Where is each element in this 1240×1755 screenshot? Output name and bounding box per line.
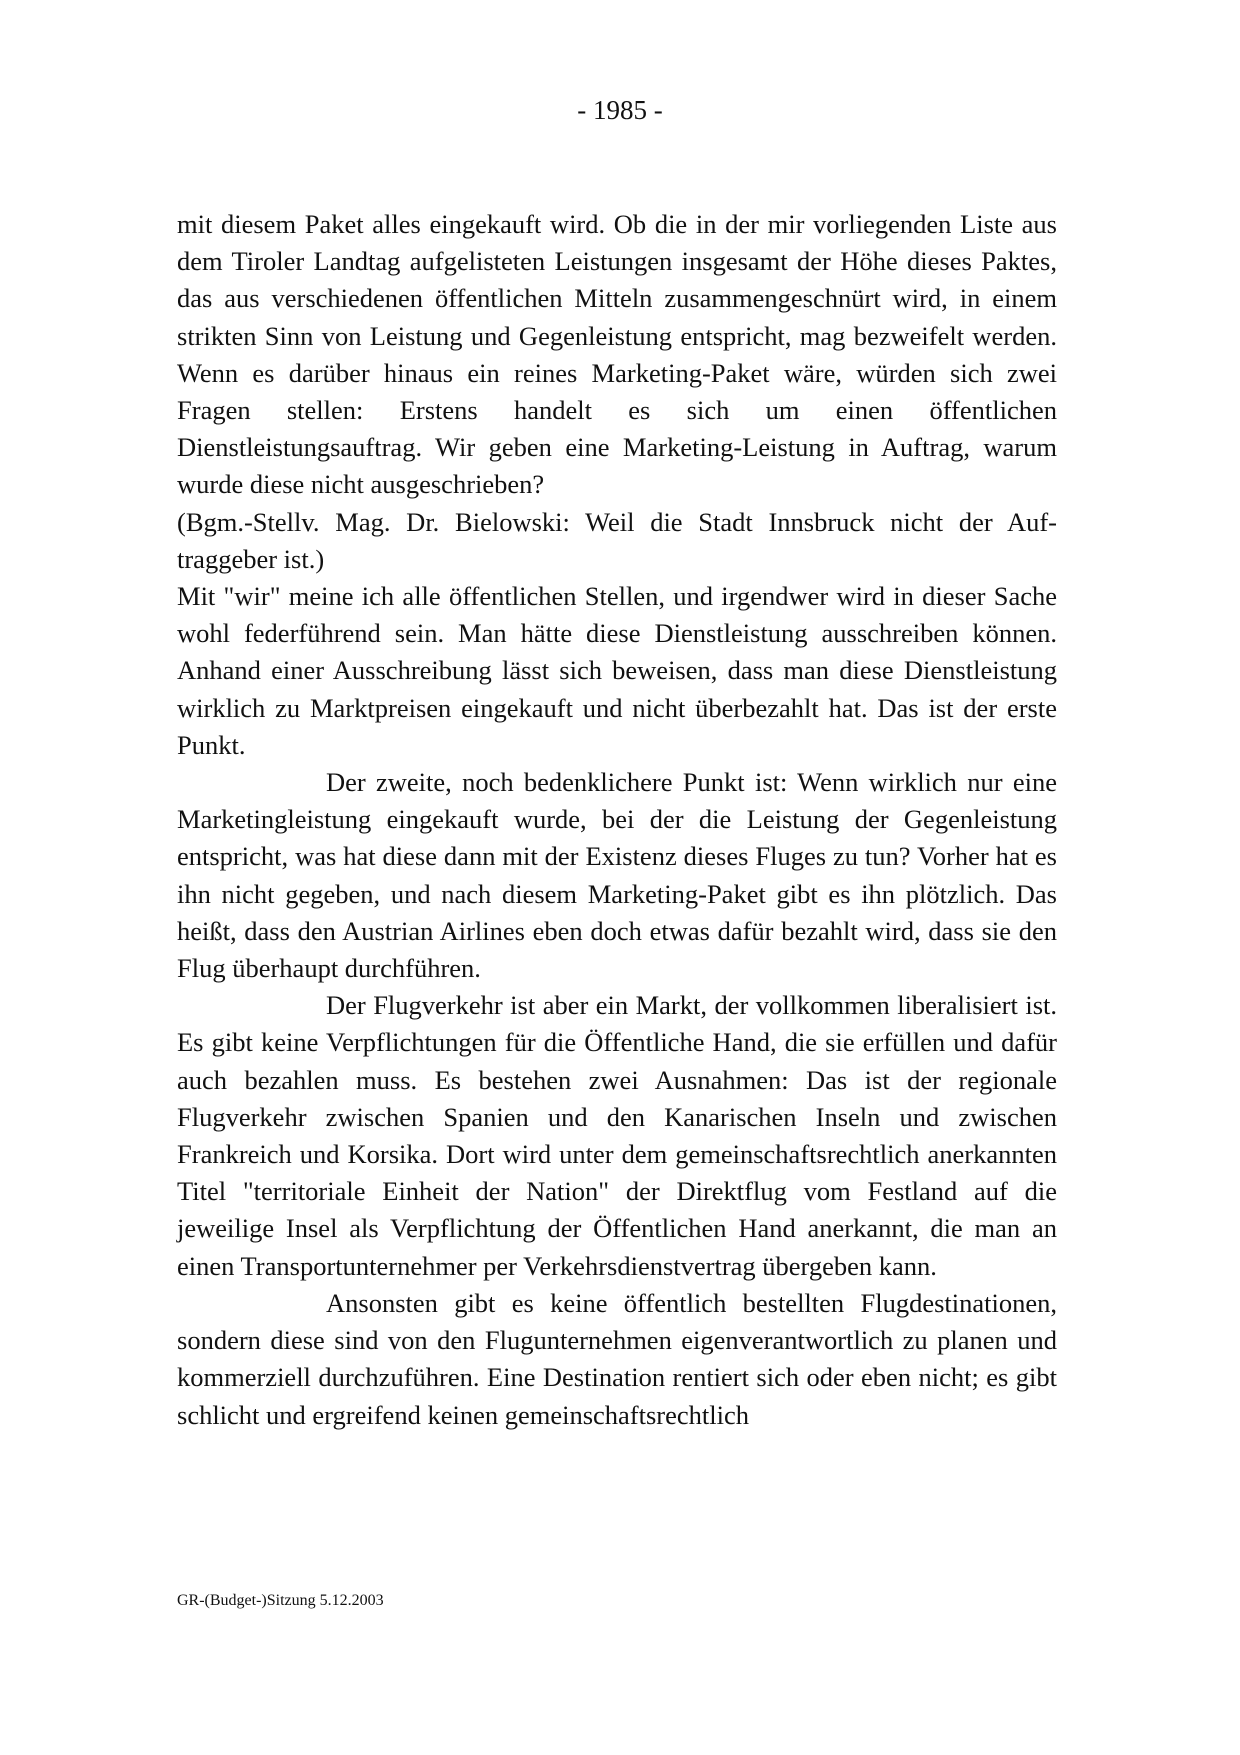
paragraph: Ansonsten gibt es keine öffentlich bestellten Flugdestinationen, sondern diese sind von den Flugunternehmen eigenverantwortlich zu planen und kommerziell durchzuführen. Eine Destination rentiert sich oder eben nicht; es gibt schlicht und ergreifend keinen gemeinschaftsrechtlich <box>177 1287 1057 1430</box>
paragraph-interjection: (Bgm.-Stellv. Mag. Dr. Bielowski: Weil die Stadt Innsbruck nicht der Auftraggeber ist.) <box>177 506 1057 574</box>
footer-session-label: GR-(Budget-)Sitzung 5.12.2003 <box>177 1592 384 1609</box>
paragraph: Der Flugverkehr ist aber ein Markt, der vollkommen liberalisiert ist. Es gibt keine Verpflichtungen für die Öffentliche Hand, die sie erfüllen und dafür auch bezahlen muss. Es bestehen zwei Ausnahmen: Das ist der regionale Flugverkehr zwischen Spanien und den Kanarischen Inseln und zwischen Frankreich und Korsika. Dort wird unter dem gemeinschaftsrechtlich anerkannten Titel "territoriale Einheit der Nation" der Direktflug vom Festland auf die jeweilige Insel als Verpflichtung der Öffentlichen Hand anerkannt, die man an einen Transportunternehmer per Verkehrsdienstvertrag übergeben kann. <box>177 990 1057 1281</box>
paragraph: Mit "wir" meine ich alle öffentlichen Stellen, und irgendwer wird in dieser Sache wohl federführend sein. Man hätte diese Dienstleistung ausschreiben können. Anhand einer Ausschreibung lässt sich beweisen, dass man diese Dienstleistung wirklich zu Marktpreisen eingekauft und nicht überbezahlt hat. Das ist der erste Punkt. <box>177 581 1057 760</box>
paragraph: Der zweite, noch bedenklichere Punkt ist: Wenn wirklich nur eine Marketingleistung eingekauft wurde, bei der die Leistung der Gegenleistung entspricht, was hat diese dann mit der Existenz dieses Fluges zu tun? Vorher hat es ihn nicht gegeben, und nach diesem Marketing-Paket gibt es ihn plötzlich. Das heißt, dass den Austrian Airlines eben doch etwas dafür bezahlt wird, dass sie den Flug überhaupt durchführen. <box>177 767 1057 984</box>
paragraph: mit diesem Paket alles eingekauft wird. Ob die in der mir vorliegenden Liste aus dem Tiroler Landtag aufgelisteten Leistungen insgesamt der Höhe dieses Paktes, das aus verschiedenen öffentlichen Mitteln zusammengeschnürt wird, in einem strikten Sinn von Leistung und Gegenleistung entspricht, mag bezweifelt werden. Wenn es darüber hinaus ein reines Marketing-Paket wäre, würden sich zwei Fragen stellen: Erstens handelt es sich um einen öffentlichen Dienstleistungsauftrag. Wir geben eine Marketing-Leistung in Auftrag, warum wurde diese nicht ausgeschrieben? <box>177 209 1057 500</box>
document-body <box>177 206 1057 1434</box>
page-number: - 1985 - <box>577 95 663 125</box>
